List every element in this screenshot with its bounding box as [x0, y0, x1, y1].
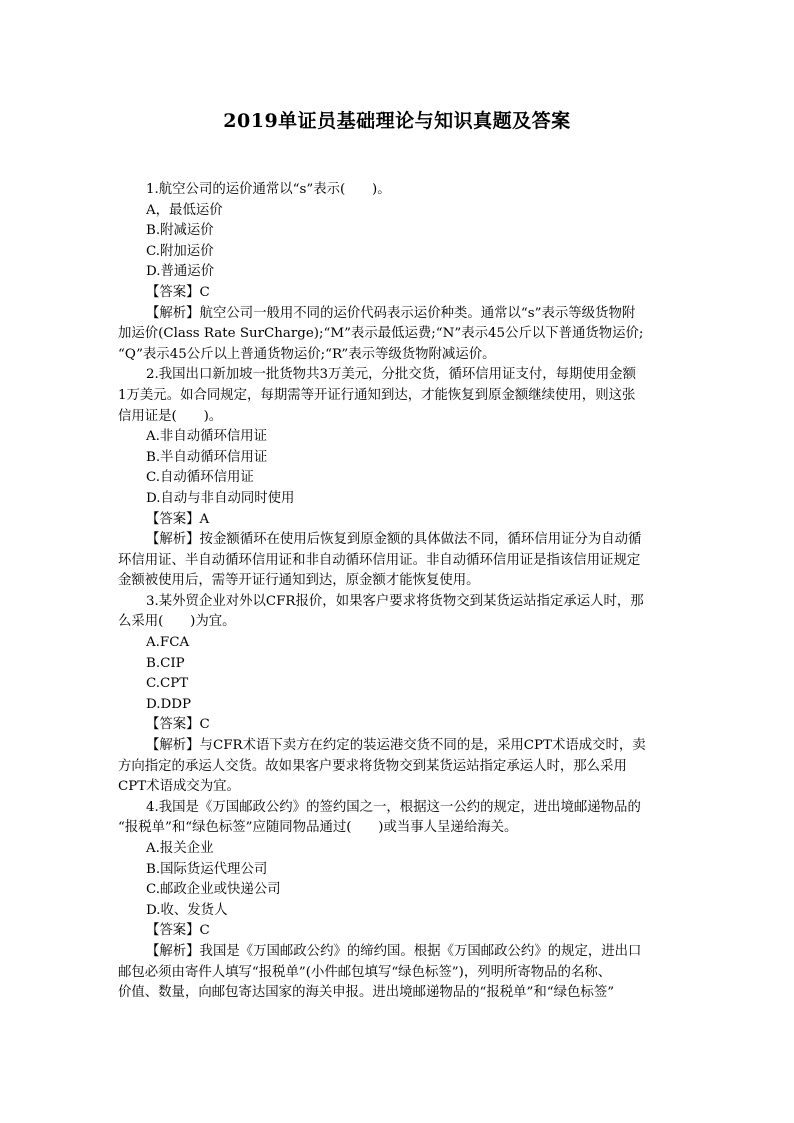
text-line: 环信用证、半自动循环信用证和非自动循环信用证。非自动循环信用证是指该信用证规定: [118, 552, 641, 568]
text-line: “Q”表示45公斤以上普通货物运价;“R”表示等级货物附减运价。: [118, 346, 496, 362]
text-line: 【答案】C: [146, 923, 210, 939]
document-title: 2019单证员基础理论与知识真题及答案: [223, 110, 571, 132]
text-line: 么采用( )为宜。: [118, 614, 236, 630]
text-line: B.国际货运代理公司: [146, 861, 268, 877]
text-line: “报税单”和“绿色标签”应随同物品通过( )或当事人呈递给海关。: [118, 820, 518, 836]
text-line: D.普通运价: [146, 264, 215, 280]
text-line: 【解析】我国是《万国邮政公约》的缔约国。根据《万国邮政公约》的规定，进出口: [146, 943, 642, 959]
text-line: A.FCA: [146, 635, 190, 651]
text-line: 金额被使用后，需等开证行通知到达，原金额才能恢复使用。: [118, 573, 480, 589]
text-line: 3.某外贸企业对外以CFR报价，如果客户要求将货物交到某货运站指定承运人时，那: [146, 593, 644, 609]
text-line: C.附加运价: [146, 243, 214, 259]
text-line: 【解析】与CFR术语下卖方在约定的装运港交货不同的是，采用CPT术语成交时，卖: [146, 738, 646, 754]
text-line: A.报关企业: [146, 841, 214, 856]
text-line: 【答案】C: [146, 717, 210, 733]
text-line: 信用证是( )。: [118, 408, 223, 424]
text-line: 4.我国是《万国邮政公约》的签约国之一，根据这一公约的规定，进出境邮递物品的: [146, 799, 641, 815]
text-line: 【解析】按金额循环在使用后恢复到原金额的具体做法不同，循环信用证分为自动循: [146, 532, 642, 548]
text-line: 【解析】航空公司一般用不同的运价代码表示运价种类。通常以“s”表示等级货物附: [146, 305, 636, 321]
text-line: 【答案】A: [146, 511, 210, 527]
text-line: D.自动与非自动同时使用: [146, 490, 295, 506]
text-line: B.CIP: [146, 655, 185, 671]
text-line: 价值、数量，向邮包寄达国家的海关申报。进出境邮递物品的“报税单”和“绿色标签”: [118, 985, 615, 1001]
text-line: 加运价(Class Rate SurCharge);“M”表示最低运费;“N”表示45公斤以下普通货物运价;: [118, 326, 644, 342]
text-line: A.非自动循环信用证: [146, 429, 268, 445]
text-line: 方向指定的承运人交货。故如果客户要求将货物交到某货运站指定承运人时，那么采用: [118, 758, 627, 774]
text-line: A，最低运价: [146, 202, 223, 218]
text-line: B.附减运价: [146, 223, 214, 239]
text-line: C.自动循环信用证: [146, 470, 254, 486]
text-line: C.CPT: [146, 676, 189, 692]
text-line: 2.我国出口新加坡一批货物共3万美元，分批交货，循环信用证支付，每期使用金额: [146, 367, 636, 383]
text-line: B.半自动循环信用证: [146, 449, 268, 465]
text-line: CPT术语成交为宜。: [118, 779, 240, 795]
text-line: D.收、发货人: [146, 902, 228, 918]
text-line: 1.航空公司的运价通常以“s”表示( )。: [146, 182, 391, 197]
text-line: 【答案】C: [146, 284, 210, 300]
text-line: 1万美元。如合同规定，每期需等开证行通知到达，才能恢复到原金额继续使用，则这张: [118, 387, 636, 403]
text-line: D.DDP: [146, 696, 191, 712]
text-line: 邮包必须由寄件人填写“报税单”(小件邮包填写“绿色标签”)，列明所寄物品的名称、: [118, 964, 612, 980]
document-body: [118, 180, 678, 1004]
text-line: C.邮政企业或快递公司: [146, 882, 281, 898]
